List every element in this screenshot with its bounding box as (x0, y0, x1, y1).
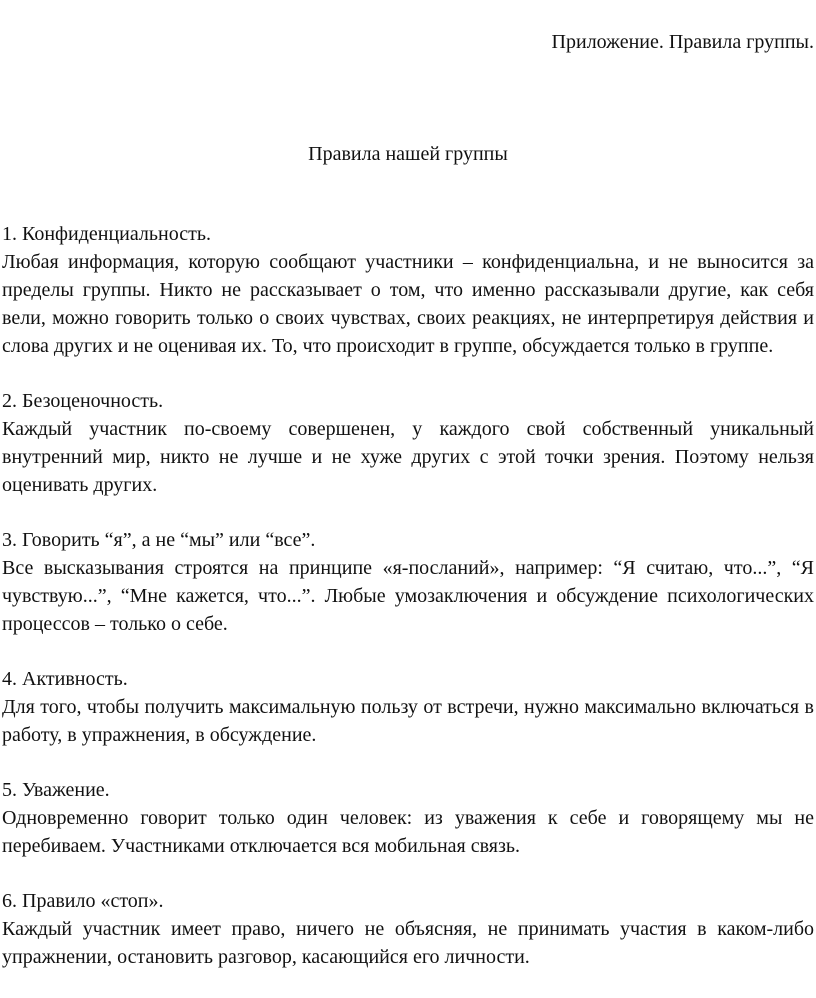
rule-text: Каждый участник по-своему совершенен, у каждого свой собственный уникальный внутренний мир, никто не лучше и не хуже других с этой точки зрения. Поэтому нельзя оценивать других. (2, 418, 814, 496)
rule-text: Каждый участник имеет право, ничего не объясняя, не принимать участия в каком-либо упражнении, остановить разговор, касающийся его личности. (2, 918, 814, 968)
rules-list (2, 220, 814, 998)
rule-text: Для того, чтобы получить максимальную пользу от встречи, нужно максимально включаться в работу, в упражнения, в обсуждение. (2, 696, 814, 746)
rule-text: Одновременно говорит только один человек: из уважения к себе и говорящему мы не перебиваем. Участниками отключается вся мобильная связь. (2, 807, 814, 857)
rule-respect (2, 776, 814, 860)
rule-stop (2, 887, 814, 971)
appendix-header: Приложение. Правила группы. (551, 31, 814, 53)
rule-text: Все высказывания строятся на принципе «я-посланий», например: “Я считаю, что...”, “Я чувствую...”, “Мне кажется, что...”. Любые умозаключения и обсуждение психологических процессов – только о себе. (2, 557, 814, 635)
rule-confidentiality (2, 220, 814, 360)
rule-heading: 5. Уважение. (2, 779, 110, 801)
rule-heading: 4. Активность. (2, 668, 128, 690)
rule-i-statements (2, 526, 814, 638)
rule-heading: 2. Безоценочность. (2, 390, 164, 412)
document-title: Правила нашей группы (308, 143, 508, 165)
rule-activity (2, 665, 814, 749)
rule-non-judgment (2, 387, 814, 499)
rule-heading: 1. Конфиденциальность. (2, 223, 211, 245)
rule-heading: 6. Правило «стоп». (2, 890, 164, 912)
rule-heading: 3. Говорить “я”, а не “мы” или “все”. (2, 529, 316, 551)
rule-text: Любая информация, которую сообщают участники – конфиденциальна, и не выносится за пределы группы. Никто не рассказывает о том, что именно рассказывали другие, как себя вели, можно говорить только о своих чувствах, своих реакциях, не интерпретируя действия и слова других и не оценивая их. То, что происходит в группе, обсуждается только в группе. (2, 251, 814, 357)
